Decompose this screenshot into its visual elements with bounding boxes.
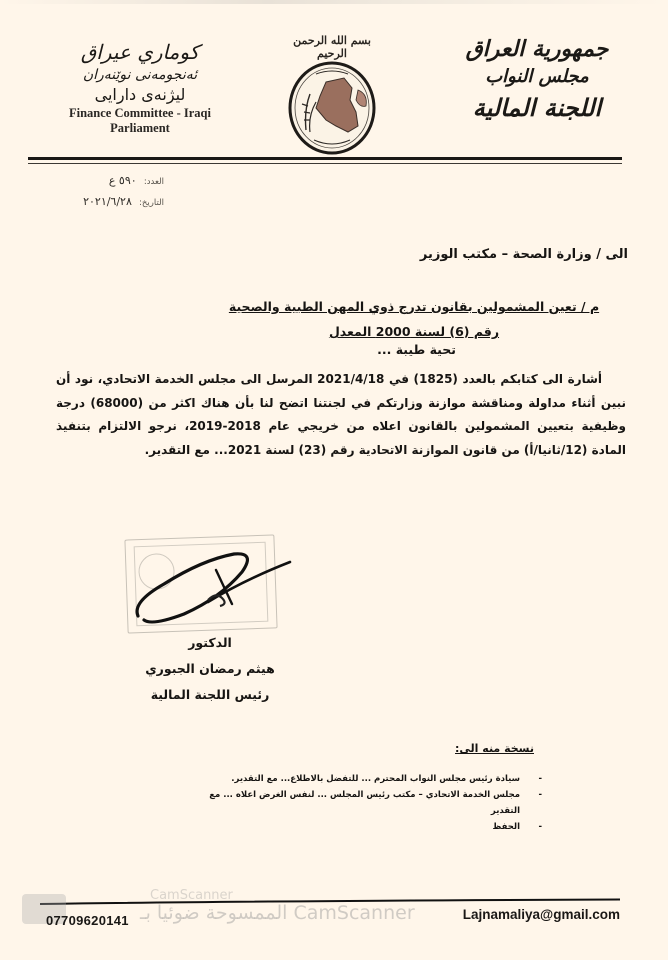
copy-recipient: - الحفظ <box>492 822 542 832</box>
copies-list <box>202 771 542 835</box>
footer-email[interactable]: Lajnamaliya@gmail.com <box>462 907 620 922</box>
addressee: الى / وزارة الصحة – مكتب الوزير <box>419 247 628 262</box>
subject-line-2: رقم (6) لسنة 2000 المعدل <box>328 324 500 339</box>
signatory-title: الدكتور <box>188 635 232 650</box>
letterhead-kurdish-committee: ليژنەی دارایی <box>94 85 186 104</box>
letterhead-english-line2: Parliament <box>110 121 170 135</box>
letterhead-arabic <box>452 34 622 126</box>
copy-recipient: - سيادة رئيس مجلس النواب المحترم ... للتفضل بالاطلاع... مع التقدير. <box>231 774 542 784</box>
scanner-watermark: الممسوحة ضوئيا بـ CamScanner <box>140 902 415 924</box>
footer-phone: 07709620141 <box>46 913 129 928</box>
reference-date <box>34 195 164 208</box>
letter-body: أشارة الى كتابكم بالعدد (1825) في 2021/4/18 المرسل الى مجلس الخدمة الاتحادي، نود أن نبين أثناء مداولة ومناقشة موازنة وزارتكم في لجنتنا اتضح لنا بأن هناك اكثر من (68000) درجة وظيفية بتعيين المشمولين بالقانون اعلاه من خريجي عام 2018-2019، نرجو الالتزام بتنفيذ المادة (12/ثانيا/أ) من قانون الموازنة الاتحادية رقم (23) لسنة 2021... مع التقدير. <box>56 372 626 457</box>
signatory-name: هيثم رمضان الجبوري <box>145 661 275 676</box>
greeting: تحية طيبة ... <box>377 342 456 357</box>
subject <box>204 294 624 344</box>
scan-edge <box>0 0 668 4</box>
copies-title: نسخة منه الى: <box>455 742 534 755</box>
reference-number <box>34 174 164 187</box>
scanner-watermark-faint: CamScanner <box>150 888 233 903</box>
header-divider-thin <box>28 163 622 164</box>
subject-line-1: م / تعين المشمولين بقانون تدرج ذوي المهن الطبية والصحية <box>228 299 600 314</box>
reference-date-value: ٢٠٢١/٦/٢٨ <box>83 195 132 208</box>
reference-date-label: التاريخ: <box>139 198 164 208</box>
letterhead-kurdish-council: ئەنجومەنی نوێنەران <box>82 67 198 83</box>
letterhead-kurdish <box>40 38 240 136</box>
copy-recipient: - مجلس الخدمة الاتحادي – مكتب رئيس المجلس ... لنفس الغرض اعلاه ... مع التقدير <box>209 790 542 816</box>
reference-number-label: العدد: <box>143 177 164 187</box>
header-divider <box>28 157 622 160</box>
letterhead-committee: اللجنة المالية <box>472 93 602 122</box>
letterhead-kurdish-republic: كوماري عيراق <box>80 40 200 64</box>
letterhead-republic: جمهورية العراق <box>465 36 609 62</box>
signature-icon <box>124 540 294 640</box>
signature-block <box>130 630 290 708</box>
signatory-position: رئيس اللجنة المالية <box>150 687 270 702</box>
parliament-emblem-icon <box>286 60 378 156</box>
reference-number-value: ٥٩٠ ع <box>108 174 137 187</box>
letterhead-english-line1: Finance Committee - Iraqi <box>69 106 211 120</box>
basmala: بسم الله الرحمن الرحيم <box>293 34 371 60</box>
letterhead-council: مجلس النواب <box>485 66 589 87</box>
